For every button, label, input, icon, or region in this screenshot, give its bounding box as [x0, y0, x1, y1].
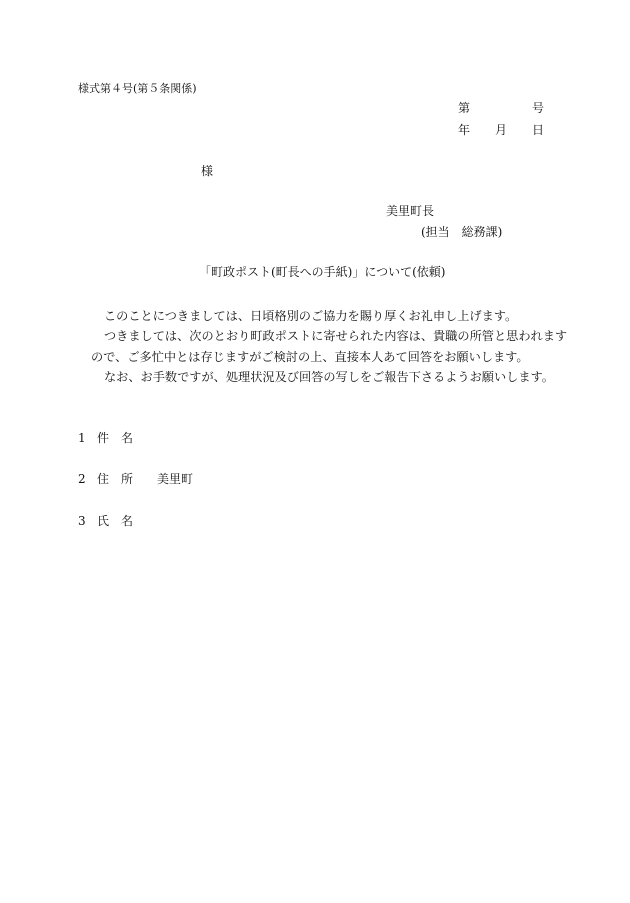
date-day: 日 — [532, 123, 545, 137]
item-label: 件 名 — [97, 431, 134, 445]
addressee-honorific: 様 — [201, 164, 214, 178]
item-label: 住 所 — [97, 472, 134, 486]
body-line: ので、ご多忙中とは存じますがご検討の上、直接本人あて回答をお願いします。 — [91, 350, 529, 364]
sender-name: 美里町長 — [386, 204, 435, 218]
doc-number-suffix: 号 — [532, 101, 545, 115]
doc-number-prefix: 第 — [458, 101, 471, 115]
form-label: 様式第４号(第５条関係) — [78, 82, 197, 95]
item-number: 1 — [78, 431, 86, 445]
sender-contact: (担当 総務課) — [421, 225, 503, 239]
body-line: なお、お手数ですが、処理状況及び回答の写しをご報告下さるようお願いします。 — [104, 370, 554, 384]
body-line: このことにつきましては、日頃格別のご協力を賜り厚くお礼申し上げます。 — [104, 309, 518, 323]
body-line: つきましては、次のとおり町政ポストに寄せられた内容は、貴職の所管と思われます — [104, 329, 568, 343]
item-number: 2 — [78, 472, 86, 486]
item-number: 3 — [78, 514, 86, 528]
date-year: 年 — [458, 123, 471, 137]
item-value: 美里町 — [157, 472, 194, 486]
date-month: 月 — [495, 123, 508, 137]
item-label: 氏 名 — [97, 514, 134, 528]
subject-line: 「町政ポスト(町長への手紙)」について(依頼) — [199, 265, 446, 279]
